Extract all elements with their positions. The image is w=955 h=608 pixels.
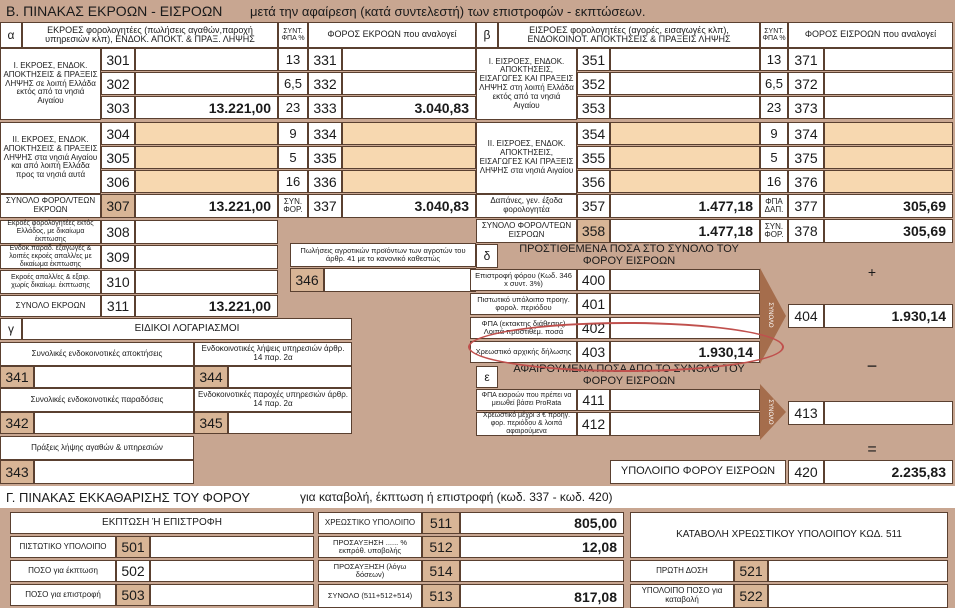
alpha-total-rate: ΣΥΝ. ΦΟΡ.: [278, 194, 308, 218]
alpha-row-tax[interactable]: [342, 170, 476, 193]
plus-sign: +: [867, 264, 877, 280]
alpha-row-tax-code: 336: [308, 170, 342, 193]
alpha-row-rate: 13: [278, 48, 308, 71]
delta-402-code: 402: [577, 317, 610, 339]
epsilon-411-value[interactable]: [610, 389, 760, 411]
refund-502-code: 502: [116, 560, 150, 582]
alpha-header: ΕΚΡΟΕΣ φορολογητέες (πωλήσεις αγαθών,παροχή υπηρεσιών κλπ), ΕΝΔΟΚ. ΑΠΟΚΤ. & ΠΡΑΞ. ΛΗΨΗΣ: [22, 22, 278, 48]
epsilon-letter: ε: [476, 366, 498, 388]
beta-total-value[interactable]: 1.477,18: [610, 219, 760, 243]
alpha-row-tax-code: 334: [308, 122, 342, 145]
beta-row-code: 352: [577, 72, 610, 95]
beta-group2-label: ΙΙ. ΕΙΣΡΟΕΣ, ΕΝΔΟΚ. ΑΠΟΚΤΗΣΕΙΣ, ΕΙΣΑΓΩΓΕΣ ΚΑΙ ΠΡΑΞΕΙΣ ΛΗΨΗΣ στα νησιά Αιγαίου: [476, 122, 577, 194]
section-c-subtitle: για καταβολή, έκπτωση ή επιστροφή (κωδ. 337 - κωδ. 420): [300, 490, 613, 504]
beta-total-label: ΣΥΝΟΛΟ ΦΟΡΟΛ/ΤΕΩΝ ΕΙΣΡΟΩΝ: [476, 219, 577, 243]
alpha-row-tax-code: 332: [308, 72, 342, 95]
beta-row-tax[interactable]: [824, 48, 953, 71]
alpha-row-tax-code: 333: [308, 96, 342, 119]
debit-513-label: ΣΥΝΟΛΟ (511+512+514): [318, 584, 422, 608]
debit-512-value[interactable]: 12,08: [460, 536, 624, 558]
beta-rate-header: ΣΥΝΤ. ΦΠΑ %: [760, 22, 788, 48]
payment-521-label: ΠΡΩΤΗ ΔΟΣΗ: [630, 560, 734, 582]
beta-group1-label: Ι. ΕΙΣΡΟΕΣ, ΕΝΔΟΚ. ΑΠΟΚΤΗΣΕΙΣ, ΕΙΣΑΓΩΓΕΣ ΚΑΙ ΠΡΑΞΕΙΣ ΛΗΨΗΣ στη λοιπή Ελλάδα εκτός από τα νησιά Αιγαίου: [476, 48, 577, 120]
extra-311-label: ΣΥΝΟΛΟ ΕΚΡΟΩΝ: [0, 295, 101, 317]
beta-row-tax-code: 375: [788, 146, 824, 169]
epsilon-412-code: 412: [577, 412, 610, 436]
gamma-343-label: Πράξεις λήψης αγαθών & υπηρεσιών: [0, 436, 194, 460]
alpha-row-rate: 6,5: [278, 72, 308, 95]
gamma-title: ΕΙΔΙΚΟΙ ΛΟΓΑΡΙΑΣΜΟΙ: [22, 318, 352, 340]
beta-row-code: 353: [577, 96, 610, 119]
delta-403-code: 403: [577, 341, 610, 363]
payment-522-label: ΥΠΟΛΟΙΠΟ ΠΟΣΟ για καταβολή: [630, 584, 734, 608]
alpha-row-rate: 16: [278, 170, 308, 193]
epsilon-411-label: ΦΠΑ εισροών που πρέπει να μειωθεί βάσει ProRata: [476, 389, 577, 411]
gamma-342-code: 342: [0, 412, 34, 434]
beta-row-tax[interactable]: [824, 170, 953, 193]
section-c-title: Γ. ΠΙΝΑΚΑΣ ΕΚΚΑΘΑΡΙΣΗΣ ΤΟΥ ΦΟΡΟΥ: [6, 489, 251, 505]
delta-sum-value[interactable]: 1.930,14: [824, 304, 953, 328]
extra-311-value[interactable]: 13.221,00: [135, 295, 278, 317]
debit-513-value[interactable]: 817,08: [460, 584, 624, 608]
extra-309-label: Ενδοκ.παραδ. εξαγωγές & λοιπές εκροές απαλλ/ες με δικαίωμα έκπτωσης: [0, 245, 101, 269]
alpha-row-value[interactable]: [135, 170, 278, 193]
alpha-row-rate: 23: [278, 96, 308, 119]
alpha-letter: α: [0, 22, 22, 48]
beta-row-value[interactable]: [610, 72, 760, 95]
delta-401-label: Πιστωτικό υπόλοιπο προηγ. φορολ. περιόδου: [470, 293, 577, 315]
refund-502-value[interactable]: [150, 560, 314, 582]
extra-311-code: 311: [101, 295, 135, 317]
epsilon-411-code: 411: [577, 389, 610, 411]
beta-row-rate: 6,5: [760, 72, 788, 95]
beta-row-tax-code: 373: [788, 96, 824, 119]
delta-sum-label: ΣΥΝΟΛΟ: [767, 302, 773, 328]
agri-label: Πωλήσεις αγροτικών προϊόντων των αγροτών του άρθρ. 41 με το κανονικό καθεστώς: [290, 243, 476, 267]
debit-512-label: ΠΡΟΣΑΥΞΗΣΗ ...... % εκπρόθ. υποβολής: [318, 536, 422, 558]
beta-row-value[interactable]: [610, 96, 760, 119]
delta-sum-code: 404: [788, 304, 824, 328]
delta-400-label: Επιστροφή φόρου (Κωδ. 346 x συντ. 3%): [470, 269, 577, 291]
gamma-345-value[interactable]: [228, 412, 352, 434]
remainder-label: ΥΠΟΛΟΙΠΟ ΦΟΡΟΥ ΕΙΣΡΟΩΝ: [610, 460, 786, 484]
epsilon-sum-label: ΣΥΝΟΛΟ: [767, 399, 773, 425]
alpha-row-tax[interactable]: [342, 146, 476, 169]
debit-512-code: 512: [422, 536, 460, 558]
epsilon-412-value[interactable]: [610, 412, 760, 436]
beta-row-code: 351: [577, 48, 610, 71]
agri-value[interactable]: [324, 268, 476, 292]
alpha-row-code: 304: [101, 122, 135, 145]
beta-row-tax-code: 374: [788, 122, 824, 145]
gamma-343-code: 343: [0, 460, 34, 484]
equals-sign: =: [867, 441, 877, 458]
alpha-tax-header: ΦΟΡΟΣ ΕΚΡΟΩΝ που αναλογεί: [308, 22, 476, 48]
debit-514-label: ΠΡΟΣΑΥΞΗΣΗ (λόγω δόσεων): [318, 560, 422, 582]
beta-expenses-code: 357: [577, 194, 610, 218]
beta-row-tax[interactable]: [824, 96, 953, 119]
beta-row-tax[interactable]: [824, 122, 953, 145]
beta-row-tax[interactable]: [824, 72, 953, 95]
alpha-row-code: 306: [101, 170, 135, 193]
beta-row-tax-code: 372: [788, 72, 824, 95]
debit-513-code: 513: [422, 584, 460, 608]
refund-501-label: ΠΙΣΤΩΤΙΚΟ ΥΠΟΛΟΙΠΟ: [10, 536, 116, 558]
beta-total-tax-code: 378: [788, 219, 824, 243]
delta-402-label: ΦΠΑ (εκτακτης διάθεσης) Λοιπά προστιθέμ. ποσά: [470, 317, 577, 339]
delta-403-label: Χρεωστικό αρχικής δήλωσης: [470, 341, 577, 363]
beta-expenses-label: Δαπάνες, γεν. έξοδα φορολογητέα: [476, 194, 577, 218]
gamma-342-value[interactable]: [34, 412, 194, 434]
extra-308-label: Εκροές φορολογητέες εκτός Ελλάδος, με δικαίωμα έκπτωσης: [0, 220, 101, 244]
payment-522-code: 522: [734, 584, 768, 608]
section-b-title: Β. ΠΙΝΑΚΑΣ ΕΚΡΟΩΝ - ΕΙΣΡΟΩΝ: [6, 3, 223, 19]
remainder-value[interactable]: 2.235,83: [824, 460, 953, 484]
refund-502-label: ΠΟΣΟ για έκπτωση: [10, 560, 116, 582]
extra-308-code: 308: [101, 220, 135, 244]
extra-310-code: 310: [101, 270, 135, 294]
refund-header: ΕΚΠΤΩΣΗ Ή ΕΠΙΣΤΡΟΦΗ: [10, 512, 314, 534]
epsilon-sum-code: 413: [788, 401, 824, 425]
beta-row-value[interactable]: [610, 48, 760, 71]
beta-row-code: 355: [577, 146, 610, 169]
debit-511-label: ΧΡΕΩΣΤΙΚΟ ΥΠΟΛΟΙΠΟ: [318, 512, 422, 534]
alpha-row-value[interactable]: [135, 72, 278, 95]
extra-309-code: 309: [101, 245, 135, 269]
annotation-ellipse: [468, 322, 784, 372]
refund-501-code: 501: [116, 536, 150, 558]
alpha-row-code: 305: [101, 146, 135, 169]
beta-expenses-tax-code: 377: [788, 194, 824, 218]
alpha-row-rate: 9: [278, 122, 308, 145]
alpha-row-code: 302: [101, 72, 135, 95]
refund-503-value[interactable]: [150, 584, 314, 606]
alpha-rate-header: ΣΥΝΤ. ΦΠΑ %: [278, 22, 308, 48]
epsilon-sum-value[interactable]: [824, 401, 953, 425]
beta-total-code: 358: [577, 219, 610, 243]
gamma-341-label: Συνολικές ενδοκοινοτικές αποκτήσεις: [0, 342, 194, 366]
debit-514-value[interactable]: [460, 560, 624, 582]
gamma-342-label: Συνολικές ενδοκοινοτικές παραδόσεις: [0, 388, 194, 412]
beta-tax-header: ΦΟΡΟΣ ΕΙΣΡΟΩΝ που αναλογεί: [788, 22, 953, 48]
alpha-total-tax[interactable]: 3.040,83: [342, 194, 476, 218]
gamma-345-code: 345: [194, 412, 228, 434]
beta-expenses-rate: ΦΠΑ ΔΑΠ.: [760, 194, 788, 218]
payment-521-code: 521: [734, 560, 768, 582]
section-b-subtitle: μετά την αφαίρεση (κατά συντελεστή) των επιστροφών - εκπτώσεων.: [250, 3, 646, 19]
gamma-343-value[interactable]: [34, 460, 194, 484]
gamma-344-label: Ενδοκοινοτικές λήψεις υπηρεσιών άρθρ. 14 παρ. 2α: [194, 342, 352, 366]
extra-309-value[interactable]: [135, 245, 278, 269]
alpha-row-value[interactable]: 13.221,00: [135, 96, 278, 119]
alpha-total-label: ΣΥΝΟΛΟ ΦΟΡΟΛ/ΤΕΩΝ ΕΚΡΟΩΝ: [0, 194, 101, 218]
beta-expenses-tax[interactable]: 305,69: [824, 194, 953, 218]
agri-code: 346: [290, 268, 324, 292]
minus-sign: −: [866, 355, 878, 376]
beta-letter: β: [476, 22, 498, 48]
debit-511-value[interactable]: 805,00: [460, 512, 624, 534]
beta-row-value[interactable]: [610, 146, 760, 169]
beta-row-rate: 13: [760, 48, 788, 71]
alpha-row-code: 301: [101, 48, 135, 71]
beta-row-rate: 5: [760, 146, 788, 169]
alpha-group1-label: Ι. ΕΚΡΟΕΣ, ΕΝΔΟΚ. ΑΠΟΚΤΗΣΕΙΣ & ΠΡΑΞΕΙΣ ΛΗΨΗΣ σε λοιπή Ελλάδα εκτός από τα νησιά Αιγαίου: [0, 48, 101, 120]
beta-expenses-value[interactable]: 1.477,18: [610, 194, 760, 218]
delta-title: ΠΡΟΣΤΙΘΕΜΕΝΑ ΠΟΣΑ ΣΤΟ ΣΥΝΟΛΟ ΤΟΥ ΦΟΡΟΥ ΕΙΣΡΟΩΝ: [519, 243, 739, 267]
remainder-code: 420: [788, 460, 824, 484]
delta-400-code: 400: [577, 269, 610, 291]
epsilon-412-label: Χρεωστικό μέχρι 3 € προηγ. φορ. περιόδου & λοιπά αφαιρούμενα: [476, 412, 577, 436]
alpha-row-tax[interactable]: 3.040,83: [342, 96, 476, 119]
delta-403-value[interactable]: 1.930,14: [610, 341, 760, 363]
extra-308-value[interactable]: [135, 220, 278, 244]
beta-row-rate: 16: [760, 170, 788, 193]
beta-row-value[interactable]: [610, 122, 760, 145]
refund-501-value[interactable]: [150, 536, 314, 558]
beta-row-rate: 23: [760, 96, 788, 119]
delta-401-code: 401: [577, 293, 610, 315]
alpha-group2-label: ΙΙ. ΕΚΡΟΕΣ, ΕΝΔΟΚ. ΑΠΟΚΤΗΣΕΙΣ & ΠΡΑΞΕΙΣ ΛΗΨΗΣ στα νησιά Αιγαίου και από λοιπή Ελλάδα προς τα νησιά αυτά: [0, 122, 101, 194]
alpha-row-tax-code: 335: [308, 146, 342, 169]
beta-row-rate: 9: [760, 122, 788, 145]
alpha-row-tax-code: 331: [308, 48, 342, 71]
alpha-row-value[interactable]: [135, 48, 278, 71]
alpha-total-code: 307: [101, 194, 135, 218]
gamma-345-label: Ενδοκοινοτικές παροχές υπηρεσιών άρθρ. 14 παρ. 2α: [194, 388, 352, 412]
beta-row-tax-code: 371: [788, 48, 824, 71]
beta-header: ΕΙΣΡΟΕΣ φορολογητέες (αγορές, εισαγωγές κλπ), ΕΝΔΟΚΟΙΝΟΤ. ΑΠΟΚΤΗΣΕΙΣ & ΠΡΑΞΕΙΣ ΛΗΨΗΣ: [498, 22, 760, 48]
beta-row-tax-code: 376: [788, 170, 824, 193]
payment-521-value[interactable]: [768, 560, 948, 582]
alpha-row-tax[interactable]: [342, 72, 476, 95]
alpha-row-tax[interactable]: [342, 122, 476, 145]
payment-header: ΚΑΤΑΒΟΛΗ ΧΡΕΩΣΤΙΚΟΥ ΥΠΟΛΟΙΠΟΥ ΚΩΔ. 511: [630, 512, 948, 558]
delta-400-value[interactable]: [610, 269, 760, 291]
gamma-341-value[interactable]: [34, 366, 194, 388]
alpha-row-code: 303: [101, 96, 135, 119]
debit-511-code: 511: [422, 512, 460, 534]
epsilon-title: ΑΦΑΙΡΟΥΜΕΝΑ ΠΟΣΑ ΑΠΟ ΤΟ ΣΥΝΟΛΟ ΤΟΥ ΦΟΡΟΥ ΕΙΣΡΟΩΝ: [513, 363, 745, 387]
delta-401-value[interactable]: [610, 293, 760, 315]
alpha-row-rate: 5: [278, 146, 308, 169]
extra-310-value[interactable]: [135, 270, 278, 294]
beta-row-value[interactable]: [610, 170, 760, 193]
alpha-row-tax[interactable]: [342, 48, 476, 71]
debit-514-code: 514: [422, 560, 460, 582]
payment-522-value[interactable]: [768, 584, 948, 608]
extra-310-label: Εκροές απαλλ/ες & εξαιρ. χωρίς δικαίωμ. έκπτωσης: [0, 270, 101, 294]
refund-503-code: 503: [116, 584, 150, 606]
delta-letter: δ: [476, 244, 498, 268]
gamma-letter: γ: [0, 318, 22, 340]
beta-row-code: 356: [577, 170, 610, 193]
alpha-total-tax-code: 337: [308, 194, 342, 218]
alpha-total-value[interactable]: 13.221,00: [135, 194, 278, 218]
alpha-row-value[interactable]: [135, 122, 278, 145]
refund-503-label: ΠΟΣΟ για επιστροφή: [10, 584, 116, 606]
gamma-341-code: 341: [0, 366, 34, 388]
beta-row-tax[interactable]: [824, 146, 953, 169]
beta-row-code: 354: [577, 122, 610, 145]
beta-total-rate: ΣΥΝ. ΦΟΡ.: [760, 219, 788, 243]
gamma-344-value[interactable]: [228, 366, 352, 388]
alpha-row-value[interactable]: [135, 146, 278, 169]
gamma-344-code: 344: [194, 366, 228, 388]
beta-total-tax[interactable]: 305,69: [824, 219, 953, 243]
